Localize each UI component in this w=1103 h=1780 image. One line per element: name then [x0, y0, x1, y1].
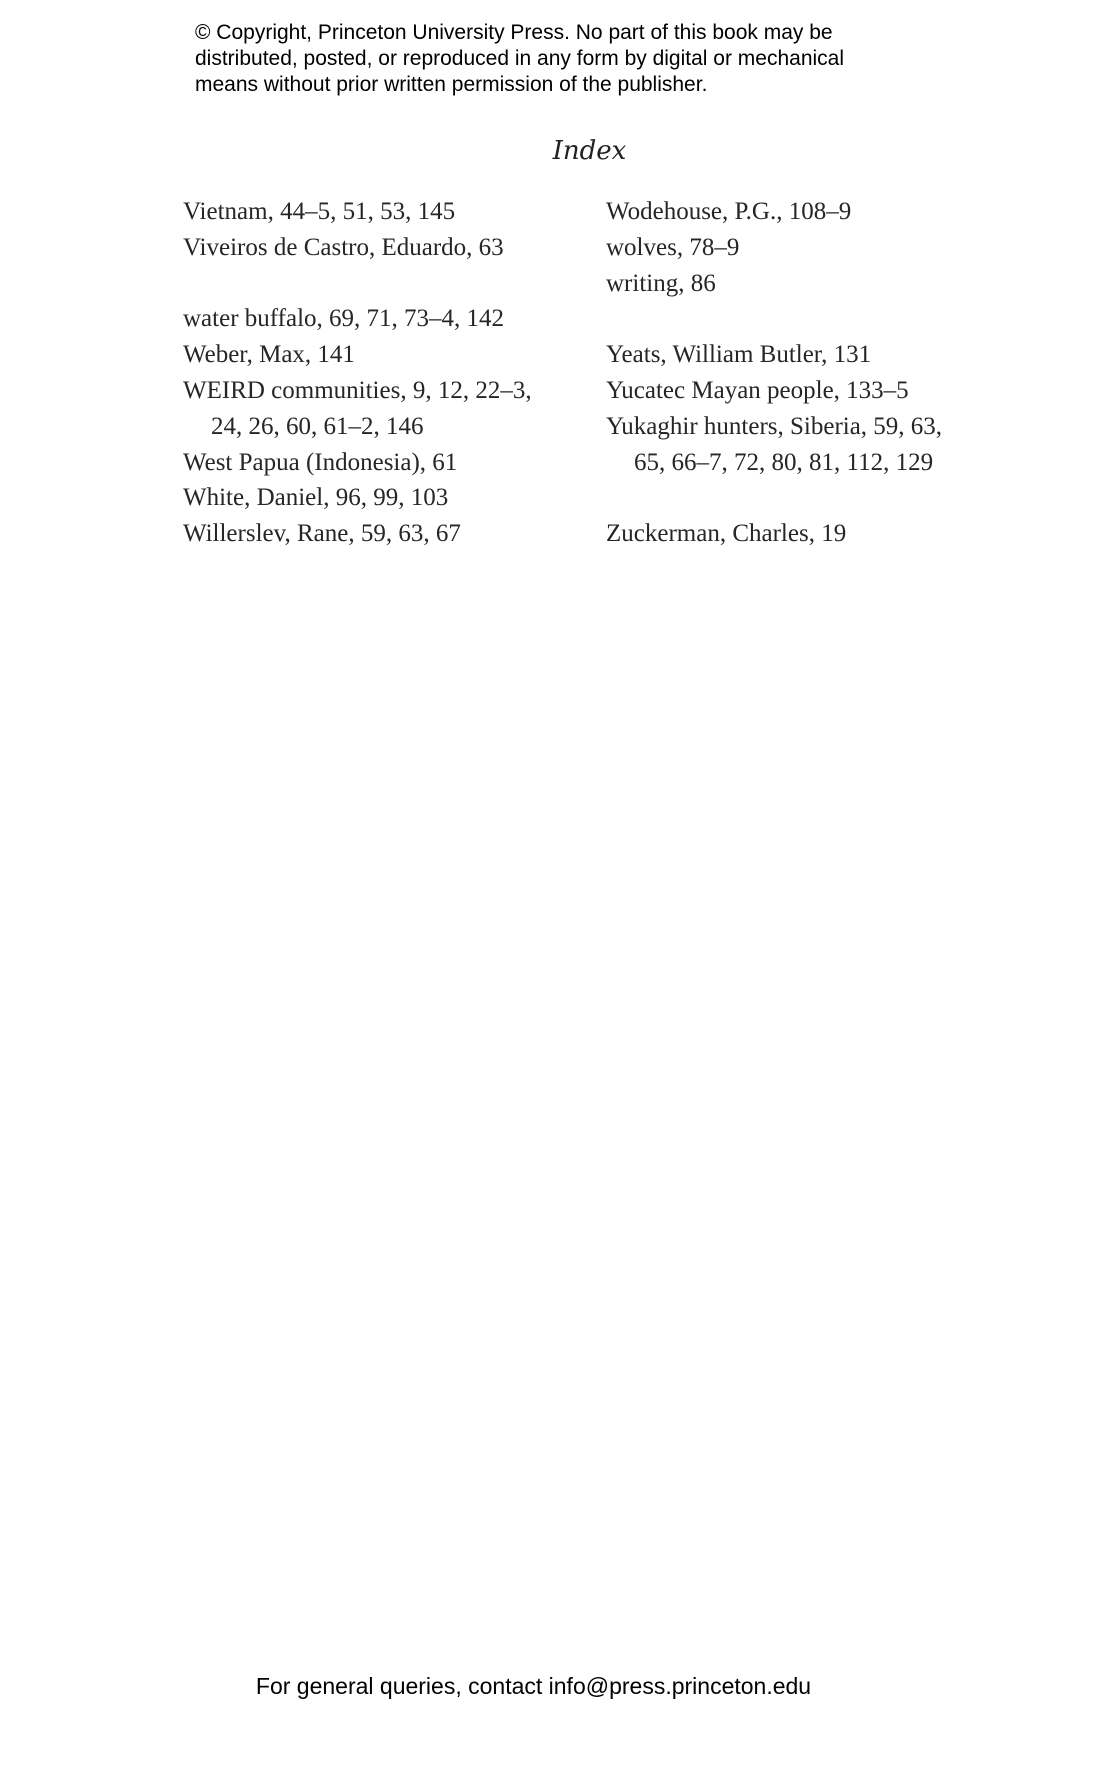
- index-column-right: [606, 194, 1026, 552]
- index-entry: West Papua (Indonesia), 61: [183, 448, 458, 476]
- index-entry: Yeats, William Butler, 131: [606, 341, 872, 369]
- index-entry: White, Daniel, 96, 99, 103: [183, 484, 449, 512]
- index-column-left: [183, 194, 583, 552]
- letter-group-gap: [606, 301, 1026, 337]
- index-entry: Willerslev, Rane, 59, 63, 67: [183, 520, 461, 548]
- index-entry: writing, 86: [606, 269, 716, 297]
- index-entry-continuation: 65, 66–7, 72, 80, 81, 112, 129: [634, 448, 934, 476]
- index-entry: Zuckerman, Charles, 19: [606, 520, 847, 548]
- running-head-title: Index: [552, 136, 627, 166]
- index-entry-line: WEIRD communities, 9, 12, 22–3,: [183, 376, 532, 404]
- index-entry: Vietnam, 44–5, 51, 53, 145: [183, 198, 456, 225]
- letter-group-gap: [606, 480, 1026, 516]
- index-entry-line: Yukaghir hunters, Siberia, 59, 63,: [606, 412, 943, 440]
- running-head: [0, 135, 1103, 167]
- index-entry-weird: [183, 373, 583, 445]
- copyright-notice: [195, 20, 915, 98]
- index-entry: Weber, Max, 141: [183, 341, 355, 369]
- copyright-line: distributed, posted, or reproduced in any form by digital or mechanical: [195, 47, 845, 70]
- index-entry: Yucatec Mayan people, 133–5: [606, 376, 909, 404]
- footer-text: For general queries, contact info@press.princeton.edu: [255, 1673, 812, 1699]
- index-entry: Viveiros de Castro, Eduardo, 63: [183, 233, 504, 261]
- index-entry-continuation: 24, 26, 60, 61–2, 146: [211, 412, 424, 440]
- index-entry: wolves, 78–9: [606, 233, 740, 261]
- index-entry-yukaghir: [606, 409, 1026, 481]
- letter-group-gap: [183, 266, 583, 302]
- copyright-line: means without prior written permission of the publisher.: [195, 73, 708, 96]
- footer-contact: [0, 1672, 1103, 1700]
- index-entry: water buffalo, 69, 71, 73–4, 142: [183, 305, 505, 333]
- copyright-line: © Copyright, Princeton University Press. No part of this book may be: [195, 21, 833, 44]
- index-entry: Wodehouse, P.G., 108–9: [606, 198, 852, 225]
